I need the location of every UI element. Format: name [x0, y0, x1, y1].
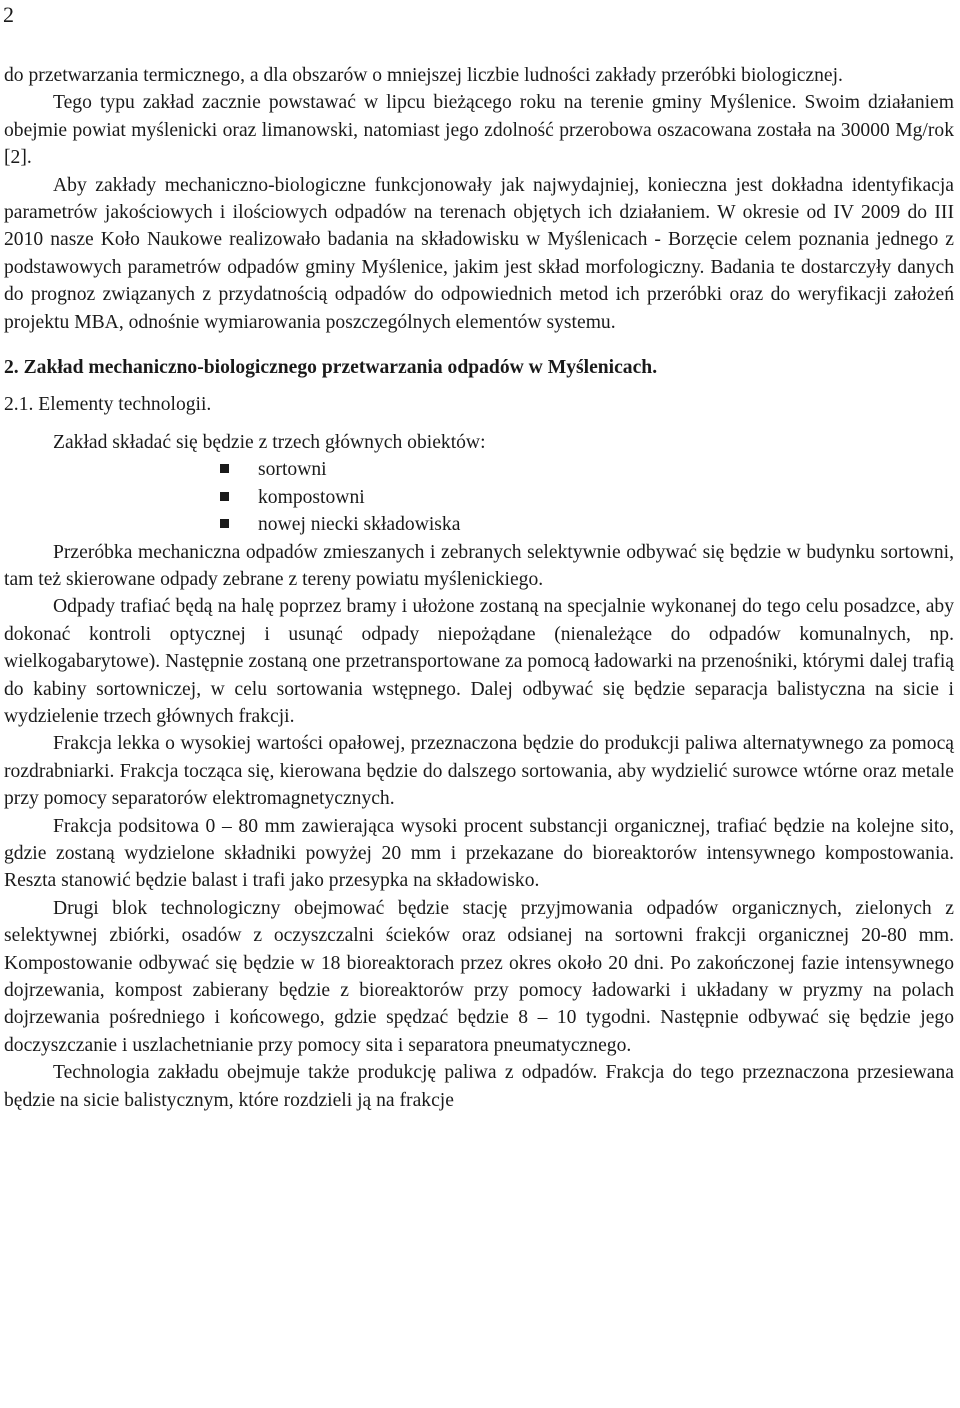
- objects-list: [4, 456, 954, 538]
- paragraph: Tego typu zakład zacznie powstawać w lipcu bieżącego roku na terenie gminy Myślenice. Swoim działaniem obejmie powiat myślenicki oraz limanowski, natomiast jego zdolność przerobowa oszacowana została na 30000 Mg/rok [2].: [4, 92, 954, 169]
- list-item: sortowni: [220, 456, 954, 483]
- paragraph: Odpady trafiać będą na halę poprzez bramy i ułożone zostaną na specjalnie wykonanej do tego celu posadzce, aby dokonać kontroli optycznej i usunąć odpady niepożądane (nienależące do odpadów komunalnych, np. wielkogabarytowe). Następnie zostaną one przetransportowane za pomocą ładowarki na przenośniki, którymi dalej trafią do kabiny sortowniczej, w celu sortowania wstępnego. Dalej odbywać się będzie separacja balistyczna na sicie i wydzielenie trzech głównych frakcji.: [4, 596, 954, 727]
- paragraph: Przeróbka mechaniczna odpadów zmieszanych i zebranych selektywnie odbywać się będzie w budynku sortowni, tam też skierowane odpady zebrane z tereny powiatu myślenickiego.: [4, 541, 954, 590]
- page-number: 2: [3, 2, 14, 27]
- subsection-heading: 2.1. Elementy technologii.: [4, 394, 212, 416]
- paragraph: Aby zakłady mechaniczno-biologiczne funkcjonowały jak najwydajniej, konieczna jest dokładna identyfikacja parametrów jakościowych i ilościowych odpadów na terenach objętych ich działaniem. W okresie od IV 2009 do III 2010 nasze Koło Naukowe realizowało badania na składowisku w Myślenicach - Borzęcie celem poznania jednego z podstawowych parametrów odpadów gminy Myślenice, jakim jest skład morfologiczny. Badania te dostarczyły danych do prognoz związanych z przydatnością odpadów do odpowiednich metod ich przeróbki oraz do weryfikacji założeń projektu MBA, odnośnie wymiarowania poszczególnych elementów systemu.: [4, 174, 954, 333]
- paragraph: do przetwarzania termicznego, a dla obszarów o mniejszej liczbie ludności zakłady przeróbki biologicznej.: [4, 65, 843, 86]
- section-heading: 2. Zakład mechaniczno-biologicznego przetwarzania odpadów w Myślenicach.: [4, 357, 658, 379]
- paragraph: Frakcja lekka o wysokiej wartości opałowej, przeznaczona będzie do produkcji paliwa alternatywnego za pomocą rozdrabniarki. Frakcja tocząca się, kierowana będzie do dalszego sortowania, aby wydzielić surowce wtórne oraz metale przy pomocy separatorów elektromagnetycznych.: [4, 733, 954, 810]
- list-intro: Zakład składać się będzie z trzech głównych obiektów:: [53, 431, 486, 453]
- list-item: kompostowni: [220, 484, 954, 511]
- paragraph: Drugi blok technologiczny obejmować będzie stację przyjmowania odpadów organicznych, zielonych z selektywnej zbiórki, osadów z oczyszczalni ścieków oraz odsianej na sortowni frakcji organicznej 20-80 mm. Kompostowanie odbywać się będzie w 18 bioreaktorach przez okres około 20 dni. Po zakończonej fazie intensywnego dojrzewania, kompost zabierany będzie z bioreaktorów przy pomocy ładowarki i układany w pryzmy na polach dojrzewania pośredniego i końcowego, gdzie spędzać będzie 8 – 10 tygodni. Następnie odbywać się będzie jego doczyszczanie i uszlachetnianie przy pomocy sita i separatora pneumatycznego.: [4, 897, 954, 1056]
- document-body: [4, 62, 954, 1114]
- list-item: nowej niecki składowiska: [220, 511, 954, 538]
- paragraph: Frakcja podsitowa 0 – 80 mm zawierająca wysoki procent substancji organicznej, trafiać będzie na kolejne sito, gdzie zostaną wydzielone składniki powyżej 20 mm i przekazane do bioreaktorów intensywnego kompostowania. Reszta stanowić będzie balast i trafi jako przesypka na składowisko.: [4, 815, 954, 892]
- paragraph: Technologia zakładu obejmuje także produkcję paliwa z odpadów. Frakcja do tego przeznaczona przesiewana będzie na sicie balistycznym, które rozdzieli ją na frakcje: [4, 1062, 954, 1111]
